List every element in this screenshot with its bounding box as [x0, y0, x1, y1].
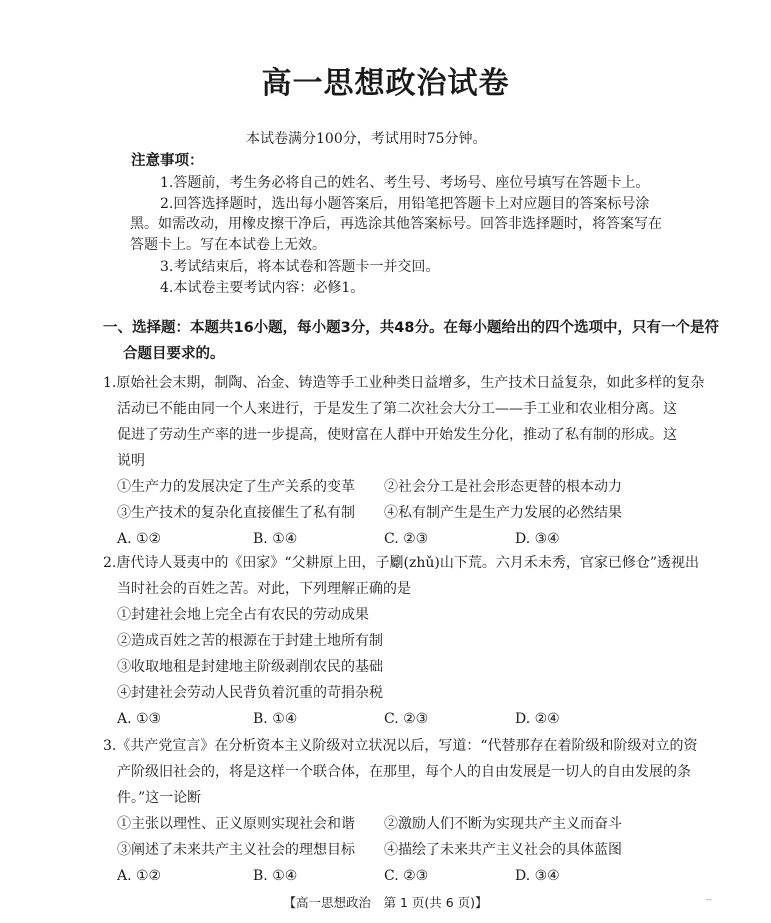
q3-choice-c: C. ②③ [384, 868, 429, 884]
notice-item-1: 1.答题前，考生务必将自己的姓名、考生号、考场号、座位号填写在答题卡上。 [160, 175, 650, 191]
q3-option-4: ④描绘了未来共产主义社会的具体蓝图 [384, 842, 622, 858]
q1-choice-b: B. ①④ [253, 531, 298, 547]
q2-stem-line: 2.唐代诗人聂夷中的《田家》“父耕原上田，子劚(zhǔ)山下荒。六月禾未秀，官家已修仓”透视出 [103, 555, 700, 571]
notice-item-2-cont: 黑。如需改动，用橡皮擦干净后，再选涂其他答案标号。回答非选择题时，将答案写在 [130, 216, 662, 232]
section-heading-cont: 合题目要求的。 [123, 346, 225, 362]
page-number: 【高一思想政治 第 1 页(共 6 页)】 [283, 895, 488, 910]
q2-option-2: ②造成百姓之苦的根源在于封建土地所有制 [117, 633, 383, 649]
q2-choice-c: C. ②③ [384, 711, 429, 727]
q2-option-1: ①封建社会地上完全占有农民的劳动成果 [117, 607, 369, 623]
q3-option-3: ③阐述了未来共产主义社会的理想目标 [117, 842, 355, 858]
page-footer [0, 893, 771, 911]
q2-option-3: ③收取地租是封建地主阶级剥削农民的基础 [117, 659, 383, 675]
notice-item-2-end: 答题卡上。写在本试卷上无效。 [130, 237, 326, 253]
q1-option-4: ④私有制产生是生产力发展的必然结果 [384, 505, 622, 521]
q1-stem-line: 说明 [117, 453, 145, 469]
q1-stem-line: 1.原始社会末期，制陶、冶金、铸造等手工业种类日益增多，生产技术日益复杂，如此多样的复杂 [103, 375, 705, 391]
exam-subtitle: 本试卷满分100分，考试用时75分钟。 [246, 131, 487, 147]
q2-stem-line: 当时社会的百姓之苦。对此，下列理解正确的是 [117, 581, 411, 597]
notice-heading: 注意事项： [131, 153, 204, 169]
q2-choice-b: B. ①④ [253, 711, 298, 727]
q1-option-1: ①生产力的发展决定了生产关系的变革 [117, 479, 355, 495]
q2-choice-d: D. ②④ [515, 711, 560, 727]
q3-stem-line: 产阶级旧社会的，将是这样一个联合体，在那里，每个人的自由发展是一切人的自由发展的条 [117, 764, 691, 780]
q3-option-1: ①主张以理性、正义原则实现社会和谐 [117, 816, 355, 832]
q2-option-4: ④封建社会劳动人民背负着沉重的苛捐杂税 [117, 685, 383, 701]
q2-choice-a: A. ①③ [117, 711, 162, 727]
q3-choice-a: A. ①② [117, 868, 162, 884]
q3-stem-line: 3.《共产党宣言》在分析资本主义阶级对立状况以后，写道：“代替那存在着阶级和阶级对立的资 [103, 738, 698, 754]
q1-choice-a: A. ①② [117, 531, 162, 547]
q3-choice-b: B. ①④ [253, 868, 298, 884]
notice-item-4: 4.本试卷主要考试内容：必修1。 [160, 280, 365, 296]
footer-mark: -- [706, 895, 712, 904]
notice-item-2: 2.回答选择题时，选出每小题答案后，用铅笔把答题卡上对应题目的答案标号涂 [160, 196, 650, 212]
section-heading: 一、选择题：本题共16小题，每小题3分，共48分。在每小题给出的四个选项中，只有一个是符 [103, 320, 719, 336]
q3-choice-d: D. ③④ [515, 868, 560, 884]
q3-stem-line: 件。”这一论断 [117, 790, 202, 806]
q1-option-3: ③生产技术的复杂化直接催生了私有制 [117, 505, 355, 521]
notice-item-3: 3.考试结束后，将本试卷和答题卡一并交回。 [160, 259, 440, 275]
q1-choice-d: D. ③④ [515, 531, 560, 547]
q1-stem-line: 促进了劳动生产率的进一步提高，使财富在人群中开始发生分化，推动了私有制的形成。这 [117, 427, 677, 443]
q3-option-2: ②激励人们不断为实现共产主义而奋斗 [384, 816, 622, 832]
q1-choice-c: C. ②③ [384, 531, 429, 547]
exam-title: 高一思想政治试卷 [261, 66, 510, 101]
q1-stem-line: 活动已不能由同一个人来进行，于是发生了第二次社会大分工——手工业和农业相分离。这 [117, 401, 677, 417]
q1-option-2: ②社会分工是社会形态更替的根本动力 [384, 479, 622, 495]
